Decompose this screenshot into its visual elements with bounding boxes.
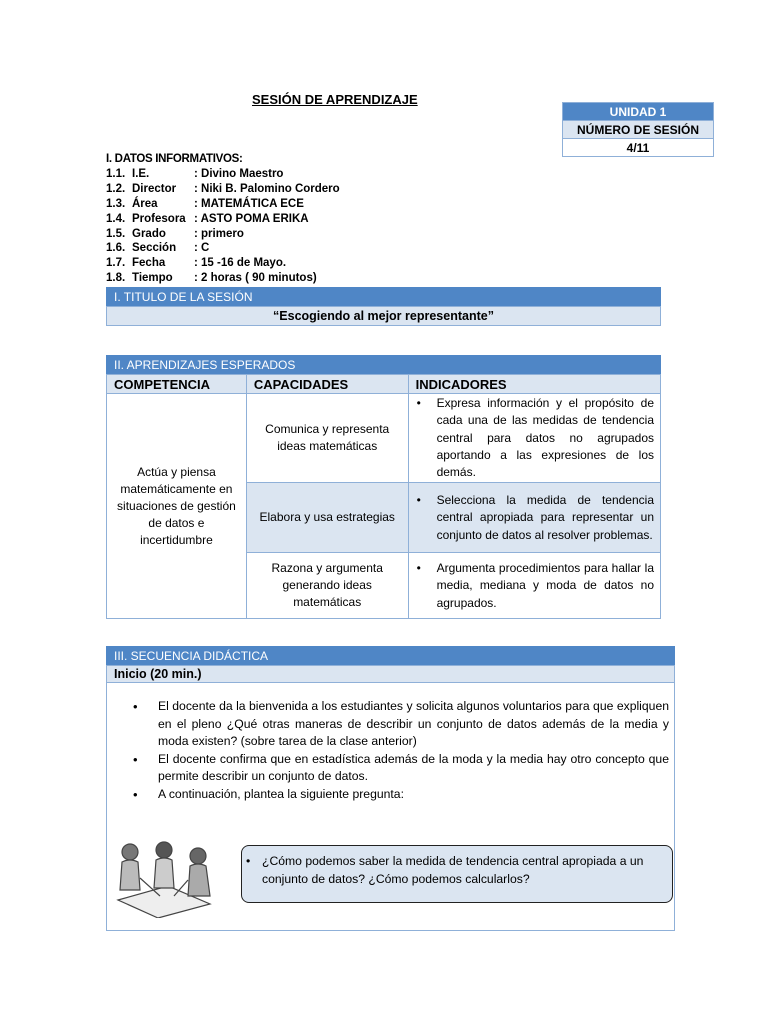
datos-label: Fecha [132, 257, 166, 270]
unit-box [562, 102, 714, 157]
datos-row [106, 167, 340, 182]
datos-label: I.E. [132, 167, 150, 180]
column-header-competencia: COMPETENCIA [107, 375, 247, 394]
datos-value: : Divino Maestro [194, 167, 284, 180]
datos-label: Profesora [132, 212, 186, 225]
competencia-cell: Actúa y piensa matemáticamente en situaciones de gestión de datos e incertidumbre [107, 394, 247, 619]
document-title: SESIÓN DE APRENDIZAJE [252, 92, 418, 107]
datos-heading: I. DATOS INFORMATIVOS: [106, 153, 243, 165]
datos-row [106, 256, 340, 271]
question-box [241, 845, 673, 903]
indicador-text: Selecciona la medida de tendencia central apropiada para representar un conjunto de datos al resolver problemas. [436, 493, 654, 542]
session-title: “Escogiendo al mejor representante” [106, 306, 661, 326]
capacidad-cell: Comunica y representa ideas matemáticas [246, 394, 408, 483]
datos-label: Tiempo [132, 272, 173, 285]
datos-value: : ASTO POMA ERIKA [194, 212, 309, 225]
secuencia-list [133, 698, 669, 803]
aprendizajes-heading: II. APRENDIZAJES ESPERADOS [106, 355, 661, 374]
datos-row [106, 197, 340, 212]
indicador-cell [408, 553, 660, 619]
list-item: • El docente confirma que en estadística además de la moda y la media hay otro concepto que permite describir un conjunto de datos. [133, 751, 669, 786]
students-illustration [110, 838, 220, 918]
indicador-cell [408, 394, 660, 483]
indicador-cell [408, 483, 660, 553]
session-number-label: NÚMERO DE SESIÓN [563, 121, 714, 139]
bullet-icon: • [416, 396, 421, 410]
datos-label: Área [132, 197, 158, 210]
datos-value: : primero [194, 227, 244, 240]
datos-value: : MATEMÁTICA ECE [194, 197, 304, 210]
bullet-icon: • [416, 493, 421, 508]
list-item: • A continuación, plantea la siguiente pregunta: [133, 786, 404, 802]
datos-number: 1.1. [106, 167, 126, 180]
datos-number: 1.5. [106, 227, 126, 240]
datos-value: : 2 horas ( 90 minutos) [194, 272, 317, 285]
secuencia-heading: III. SECUENCIA DIDÁCTICA [106, 646, 675, 665]
column-header-indicadores: INDICADORES [408, 375, 660, 394]
datos-informativos [106, 152, 340, 286]
datos-row [106, 271, 340, 286]
bullet-icon: • [133, 786, 138, 802]
datos-row [106, 182, 340, 197]
datos-row [106, 212, 340, 227]
titulo-heading: I. TITULO DE LA SESIÓN [106, 287, 661, 306]
datos-row [106, 227, 340, 242]
list-item: • El docente da la bienvenida a los estudiantes y solicita algunos voluntarios para que expliquen en el pleno ¿Qué otras maneras de describir un conjunto de datos además de la media y moda existen? (sobre tarea de la clase anterior) [133, 698, 669, 751]
datos-number: 1.7. [106, 257, 126, 270]
unit-label: UNIDAD 1 [563, 103, 714, 121]
capacidad-cell: Elabora y usa estrategias [246, 483, 408, 553]
bullet-icon: • [133, 699, 138, 714]
indicador-text: Argumenta procedimientos para hallar la media, mediana y moda de datos no agrupados. [436, 561, 654, 610]
datos-number: 1.8. [106, 272, 126, 285]
question-text: ¿Cómo podemos saber la medida de tendencia central apropiada a un conjunto de datos? ¿Cómo podemos calcularlos? [262, 854, 644, 886]
column-header-capacidades: CAPACIDADES [246, 375, 408, 394]
datos-number: 1.3. [106, 197, 126, 210]
datos-value: : C [194, 242, 210, 255]
bullet-icon: • [246, 854, 251, 868]
datos-number: 1.6. [106, 242, 126, 255]
session-number-value: 4/11 [563, 139, 714, 157]
aprendizajes-table [106, 374, 661, 619]
datos-number: 1.4. [106, 212, 126, 225]
datos-row [106, 241, 340, 256]
datos-label: Sección [132, 242, 177, 255]
datos-label: Grado [132, 227, 166, 240]
inicio-label: Inicio (20 min.) [106, 665, 675, 683]
datos-number: 1.2. [106, 182, 126, 195]
datos-value: : Niki B. Palomino Cordero [194, 182, 340, 195]
indicador-text: Expresa información y el propósito de cada una de las medidas de tendencia central para datos no agrupados aportando a las expresiones de los demás. [436, 396, 654, 480]
bullet-icon: • [416, 561, 421, 576]
capacidad-cell: Razona y argumenta generando ideas matemáticas [246, 553, 408, 619]
datos-value: : 15 -16 de Mayo. [194, 257, 287, 270]
datos-label: Director [132, 182, 177, 195]
bullet-icon: • [133, 751, 138, 767]
